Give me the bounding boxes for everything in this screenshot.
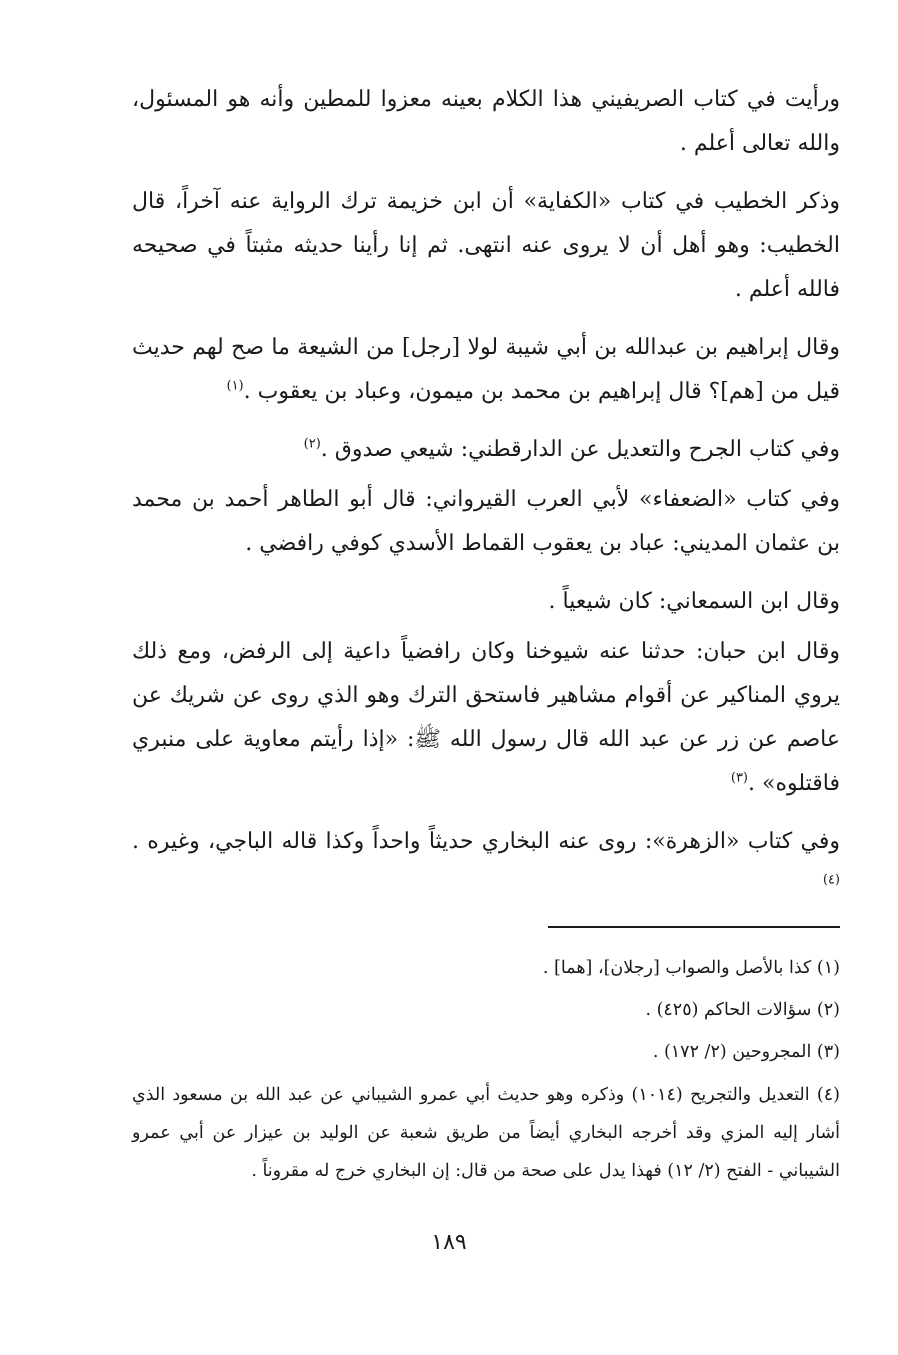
footnote-divider [548, 926, 840, 928]
footnotes [132, 950, 840, 1190]
footnote-marker-4: (٤) [822, 872, 840, 888]
paragraph-1: ورأيت في كتاب الصريفيني هذا الكلام بعينه معزوا للمطين وأنه هو المسئول، والله تعالى أعلم . [132, 87, 840, 156]
paragraph-6: وقال ابن السمعاني: كان شيعياً . [548, 589, 840, 614]
footnote-marker-2: (٢) [303, 436, 321, 452]
footnote-4: (٤) التعديل والتجريح (١٠١٤) وذكره وهو حديث أبي عمرو الشيباني عن عبد الله بن مسعود الذي أشار إليه المزي وقد أخرجه البخاري أيضاً من طريق شعبة عن الوليد بن عيزار عن أبي عمرو الشيباني - الفتح (٢/ ١٢) فهذا يدل على صحة من قال: إن البخاري خرج له مقروناً . [132, 1085, 840, 1181]
page-number: ١٨٩ [431, 1230, 467, 1255]
paragraph-8 [132, 820, 840, 908]
paragraph-3-text: وقال إبراهيم بن عبدالله بن أبي شيبة لولا [رجل] من الشيعة ما صح لهم حديث قيل من [هم]؟ قال إبراهيم بن محمد بن ميمون، وعباد بن يعقوب . [132, 335, 840, 404]
paragraph-2: وذكر الخطيب في كتاب «الكفاية» أن ابن خزيمة ترك الرواية عنه آخراً، قال الخطيب: وهو أهل أن لا يروى عنه انتهى. ثم إنا رأينا حديثه مثبتاً في صحيحه فالله أعلم . [132, 189, 840, 302]
paragraph-4 [132, 428, 840, 472]
paragraph-7 [132, 630, 840, 806]
footnote-marker-1: (١) [226, 378, 244, 394]
paragraph-4-text: وفي كتاب الجرح والتعديل عن الدارقطني: شيعي صدوق . [320, 437, 840, 462]
page-body [132, 78, 840, 1196]
footnote-3: (٣) المجروحين (٢/ ١٧٢) . [652, 1042, 840, 1062]
footnote-1: (١) كذا بالأصل والصواب [رجلان]، [هما] . [542, 958, 840, 978]
footnote-marker-3: (٣) [730, 770, 748, 786]
paragraph-8-text: وفي كتاب «الزهرة»: روى عنه البخاري حديثاً واحداً وكذا قاله الباجي، وغيره . [132, 829, 840, 854]
footnote-2: (٢) سؤالات الحاكم (٤٢٥) . [645, 1000, 840, 1020]
paragraph-3 [132, 326, 840, 414]
paragraph-7-text: وقال ابن حبان: حدثنا عنه شيوخنا وكان رافضياً داعية إلى الرفض، ومع ذلك يروي المناكير عن أقوام مشاهير فاستحق الترك وهو الذي روى عن شريك عن عاصم عن زر عن عبد الله قال رسول الله ﷺ: «إذا رأيتم معاوية على منبري فاقتلوه» . [132, 639, 840, 796]
paragraph-5: وفي كتاب «الضعفاء» لأبي العرب القيرواني: قال أبو الطاهر أحمد بن محمد بن عثمان المديني: عباد بن يعقوب القماط الأسدي كوفي رافضي . [132, 487, 840, 556]
